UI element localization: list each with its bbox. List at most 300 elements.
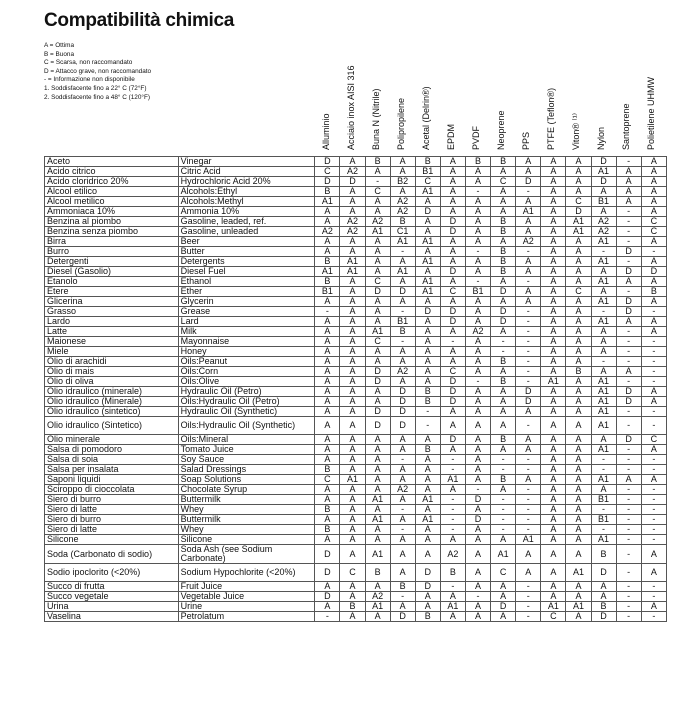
rating-cell: C bbox=[365, 277, 390, 287]
chemical-name-it: Siero di burro bbox=[45, 495, 179, 505]
rating-cell: A bbox=[415, 337, 440, 347]
rating-cell: A2 bbox=[591, 227, 616, 237]
rating-cell: B bbox=[491, 157, 516, 167]
rating-cell: A bbox=[641, 445, 666, 455]
rating-cell: B bbox=[491, 357, 516, 367]
rating-cell: A bbox=[591, 327, 616, 337]
rating-cell: B bbox=[491, 247, 516, 257]
rating-cell: A bbox=[340, 397, 365, 407]
table-row bbox=[45, 475, 667, 485]
rating-cell: A bbox=[641, 207, 666, 217]
rating-cell: A bbox=[365, 465, 390, 475]
rating-cell: A bbox=[566, 257, 591, 267]
chemical-name-it: Ammoniaca 10% bbox=[45, 207, 179, 217]
rating-cell: C bbox=[541, 612, 566, 622]
rating-cell: - bbox=[641, 582, 666, 592]
rating-cell: A bbox=[566, 307, 591, 317]
rating-cell: A bbox=[340, 417, 365, 435]
rating-cell: - bbox=[516, 592, 541, 602]
rating-cell: A bbox=[315, 297, 340, 307]
rating-cell: A bbox=[641, 475, 666, 485]
rating-cell: A bbox=[440, 257, 465, 267]
table-row bbox=[45, 317, 667, 327]
rating-cell: - bbox=[616, 495, 641, 505]
rating-cell: A bbox=[541, 217, 566, 227]
rating-cell: B bbox=[491, 475, 516, 485]
rating-cell: A bbox=[491, 207, 516, 217]
chemical-name-it: Benzina senza piombo bbox=[45, 227, 179, 237]
rating-cell: - bbox=[616, 545, 641, 564]
chemical-name-it: Birra bbox=[45, 237, 179, 247]
rating-cell: B bbox=[415, 397, 440, 407]
rating-cell: D bbox=[365, 417, 390, 435]
rating-cell: B bbox=[491, 257, 516, 267]
rating-cell: B1 bbox=[315, 287, 340, 297]
rating-cell: A bbox=[365, 197, 390, 207]
rating-cell: A bbox=[516, 217, 541, 227]
chemical-name-en: Glycerin bbox=[178, 297, 315, 307]
page-title: Compatibilità chimica bbox=[44, 10, 235, 31]
rating-cell: - bbox=[591, 465, 616, 475]
rating-cell: B bbox=[315, 465, 340, 475]
chemical-name-en: Hydraulic Oil (Synthetic) bbox=[178, 407, 315, 417]
chemical-name-en: Ammonia 10% bbox=[178, 207, 315, 217]
rating-cell: A bbox=[340, 237, 365, 247]
rating-cell: A bbox=[365, 455, 390, 465]
chemical-name-en: Lard bbox=[178, 317, 315, 327]
rating-cell: - bbox=[491, 495, 516, 505]
rating-cell: A bbox=[415, 505, 440, 515]
table-row bbox=[45, 207, 667, 217]
rating-cell: - bbox=[440, 525, 465, 535]
table-row bbox=[45, 307, 667, 317]
rating-cell: D bbox=[591, 177, 616, 187]
rating-cell: D bbox=[491, 287, 516, 297]
rating-cell: A bbox=[390, 347, 415, 357]
rating-cell: B bbox=[491, 227, 516, 237]
chemical-name-en: Vinegar bbox=[178, 157, 315, 167]
rating-cell: A bbox=[340, 387, 365, 397]
rating-cell: A bbox=[566, 465, 591, 475]
chemical-name-it: Diesel (Gasolio) bbox=[45, 267, 179, 277]
chemical-name-it: Succo vegetale bbox=[45, 592, 179, 602]
rating-cell: A1 bbox=[390, 237, 415, 247]
rating-cell: A bbox=[641, 397, 666, 407]
rating-cell: A bbox=[516, 157, 541, 167]
rating-cell: A bbox=[365, 207, 390, 217]
rating-cell: - bbox=[390, 337, 415, 347]
rating-cell: A bbox=[415, 455, 440, 465]
rating-cell: A bbox=[390, 167, 415, 177]
rating-cell: A bbox=[465, 455, 490, 465]
rating-cell: A bbox=[641, 237, 666, 247]
rating-cell: B bbox=[315, 505, 340, 515]
rating-cell: A bbox=[365, 297, 390, 307]
rating-cell: A bbox=[415, 545, 440, 564]
rating-cell: A1 bbox=[365, 602, 390, 612]
rating-cell: - bbox=[616, 417, 641, 435]
chemical-name-en: Whey bbox=[178, 505, 315, 515]
table-row bbox=[45, 337, 667, 347]
chemical-name-it: Acido citrico bbox=[45, 167, 179, 177]
rating-cell: A bbox=[440, 592, 465, 602]
rating-cell: A bbox=[415, 297, 440, 307]
rating-cell: A bbox=[465, 525, 490, 535]
rating-cell: A bbox=[566, 545, 591, 564]
rating-cell: - bbox=[440, 465, 465, 475]
rating-cell: A bbox=[516, 407, 541, 417]
rating-cell: A bbox=[641, 387, 666, 397]
rating-cell: - bbox=[616, 287, 641, 297]
rating-cell: A1 bbox=[340, 257, 365, 267]
rating-cell: D bbox=[440, 397, 465, 407]
rating-cell: - bbox=[641, 592, 666, 602]
rating-cell: A bbox=[440, 535, 465, 545]
rating-cell: A bbox=[516, 197, 541, 207]
rating-cell: D bbox=[365, 407, 390, 417]
rating-cell: A bbox=[541, 347, 566, 357]
rating-cell: A bbox=[591, 207, 616, 217]
chemical-name-it: Grasso bbox=[45, 307, 179, 317]
rating-cell: A1 bbox=[516, 207, 541, 217]
rating-cell: A bbox=[340, 407, 365, 417]
rating-cell: A bbox=[465, 564, 490, 582]
rating-cell: D bbox=[516, 177, 541, 187]
material-header: Polipropilene bbox=[395, 97, 406, 150]
rating-cell: D bbox=[390, 397, 415, 407]
rating-cell: A bbox=[365, 247, 390, 257]
rating-cell: A bbox=[541, 167, 566, 177]
rating-cell: A bbox=[566, 177, 591, 187]
rating-cell: A bbox=[440, 177, 465, 187]
rating-cell: A bbox=[440, 277, 465, 287]
rating-cell: A bbox=[541, 564, 566, 582]
rating-cell: A bbox=[390, 435, 415, 445]
chemical-name-en: Whey bbox=[178, 525, 315, 535]
material-header: Nylon bbox=[595, 126, 606, 150]
rating-cell: A2 bbox=[315, 227, 340, 237]
chemical-name-it: Detergenti bbox=[45, 257, 179, 267]
rating-cell: A bbox=[465, 612, 490, 622]
rating-cell: A bbox=[340, 582, 365, 592]
rating-cell: - bbox=[491, 347, 516, 357]
rating-cell: - bbox=[616, 227, 641, 237]
rating-cell: A bbox=[591, 435, 616, 445]
rating-cell: A bbox=[315, 445, 340, 455]
rating-cell: A bbox=[516, 297, 541, 307]
rating-cell: D bbox=[491, 602, 516, 612]
rating-cell: D bbox=[591, 157, 616, 167]
rating-cell: A bbox=[641, 327, 666, 337]
rating-cell: A bbox=[340, 337, 365, 347]
chemical-name-it: Salsa per insalata bbox=[45, 465, 179, 475]
table-row bbox=[45, 377, 667, 387]
chemical-name-en: Oils:Mineral bbox=[178, 435, 315, 445]
rating-cell: - bbox=[390, 247, 415, 257]
rating-cell: A bbox=[541, 267, 566, 277]
rating-cell: A bbox=[491, 582, 516, 592]
rating-cell: A bbox=[566, 337, 591, 347]
rating-cell: A bbox=[390, 545, 415, 564]
rating-cell: A bbox=[390, 277, 415, 287]
chemical-name-en: Oils:Peanut bbox=[178, 357, 315, 367]
rating-cell: A bbox=[566, 525, 591, 535]
rating-cell: - bbox=[616, 525, 641, 535]
chemical-name-it: Glicerina bbox=[45, 297, 179, 307]
rating-cell: B bbox=[591, 602, 616, 612]
chemical-name-it: Etanolo bbox=[45, 277, 179, 287]
chemical-name-it: Vaselina bbox=[45, 612, 179, 622]
rating-cell: B1 bbox=[591, 495, 616, 505]
chemical-name-it: Soda (Carbonato di sodio) bbox=[45, 545, 179, 564]
rating-cell: A2 bbox=[365, 217, 390, 227]
rating-cell: A bbox=[315, 407, 340, 417]
rating-cell: C bbox=[340, 564, 365, 582]
rating-cell: - bbox=[465, 187, 490, 197]
rating-cell: A1 bbox=[415, 495, 440, 505]
rating-cell: A bbox=[541, 317, 566, 327]
rating-cell: A bbox=[340, 545, 365, 564]
rating-cell: B1 bbox=[591, 515, 616, 525]
material-header: Polietilene UHMW bbox=[645, 76, 656, 150]
rating-cell: A bbox=[591, 337, 616, 347]
rating-cell: A bbox=[591, 347, 616, 357]
rating-cell: A bbox=[616, 187, 641, 197]
rating-cell: B1 bbox=[465, 287, 490, 297]
rating-cell: A bbox=[315, 485, 340, 495]
rating-cell: A bbox=[340, 535, 365, 545]
rating-cell: - bbox=[616, 327, 641, 337]
chemical-name-en: Buttermilk bbox=[178, 495, 315, 505]
rating-cell: A bbox=[541, 257, 566, 267]
rating-cell: C bbox=[491, 177, 516, 187]
table-row bbox=[45, 505, 667, 515]
table-row bbox=[45, 197, 667, 207]
rating-cell: A bbox=[440, 327, 465, 337]
rating-cell: B bbox=[390, 327, 415, 337]
table-row bbox=[45, 367, 667, 377]
compatibility-table bbox=[44, 156, 667, 622]
rating-cell: D bbox=[566, 207, 591, 217]
rating-cell: A bbox=[340, 515, 365, 525]
table-row bbox=[45, 582, 667, 592]
material-header: PTFE (Teflon®) bbox=[545, 87, 556, 150]
rating-cell: - bbox=[491, 465, 516, 475]
rating-cell: - bbox=[516, 277, 541, 287]
chemical-name-it: Saponi liquidi bbox=[45, 475, 179, 485]
rating-cell: A bbox=[340, 297, 365, 307]
rating-cell: A bbox=[541, 337, 566, 347]
rating-cell: B bbox=[315, 257, 340, 267]
rating-cell: A bbox=[440, 207, 465, 217]
rating-cell: A bbox=[365, 357, 390, 367]
rating-cell: - bbox=[616, 407, 641, 417]
rating-cell: A bbox=[541, 505, 566, 515]
rating-cell: A1 bbox=[415, 515, 440, 525]
rating-cell: A bbox=[315, 247, 340, 257]
rating-cell: A2 bbox=[390, 485, 415, 495]
rating-cell: A1 bbox=[591, 257, 616, 267]
rating-cell: - bbox=[641, 515, 666, 525]
rating-cell: A bbox=[541, 545, 566, 564]
rating-cell: B bbox=[440, 564, 465, 582]
rating-cell: A bbox=[566, 397, 591, 407]
rating-cell: A bbox=[465, 307, 490, 317]
rating-cell: D bbox=[440, 377, 465, 387]
rating-cell: A bbox=[415, 602, 440, 612]
rating-cell: A bbox=[566, 247, 591, 257]
rating-cell: A bbox=[365, 257, 390, 267]
rating-cell: - bbox=[415, 417, 440, 435]
rating-cell: D bbox=[390, 287, 415, 297]
rating-cell: A2 bbox=[340, 167, 365, 177]
chemical-name-it: Maionese bbox=[45, 337, 179, 347]
rating-cell: - bbox=[616, 207, 641, 217]
rating-cell: - bbox=[390, 455, 415, 465]
rating-cell: A1 bbox=[541, 602, 566, 612]
rating-cell: A2 bbox=[340, 227, 365, 237]
table-row bbox=[45, 417, 667, 435]
rating-cell: A bbox=[440, 612, 465, 622]
rating-cell: C bbox=[566, 287, 591, 297]
rating-cell: A bbox=[516, 445, 541, 455]
rating-cell: A2 bbox=[591, 217, 616, 227]
rating-cell: A bbox=[541, 445, 566, 455]
rating-cell: A bbox=[641, 197, 666, 207]
rating-cell: A bbox=[516, 257, 541, 267]
table-row bbox=[45, 602, 667, 612]
rating-cell: - bbox=[616, 515, 641, 525]
rating-cell: B bbox=[491, 435, 516, 445]
rating-cell: - bbox=[516, 505, 541, 515]
rating-cell: A bbox=[616, 475, 641, 485]
chemical-name-it: Olio di oliva bbox=[45, 377, 179, 387]
rating-cell: D bbox=[616, 435, 641, 445]
rating-cell: B bbox=[465, 157, 490, 167]
rating-cell: D bbox=[365, 287, 390, 297]
chemical-name-it: Salsa di pomodoro bbox=[45, 445, 179, 455]
rating-cell: A bbox=[315, 455, 340, 465]
rating-cell: - bbox=[641, 247, 666, 257]
rating-cell: - bbox=[516, 317, 541, 327]
rating-cell: - bbox=[516, 465, 541, 475]
chemical-name-it: Siero di latte bbox=[45, 525, 179, 535]
rating-cell: B bbox=[315, 187, 340, 197]
rating-cell: A bbox=[340, 317, 365, 327]
rating-cell: A bbox=[440, 357, 465, 367]
rating-cell: A1 bbox=[591, 475, 616, 485]
rating-cell: - bbox=[465, 377, 490, 387]
rating-cell: A bbox=[440, 187, 465, 197]
chemical-name-en: Detergents bbox=[178, 257, 315, 267]
rating-cell: A bbox=[340, 495, 365, 505]
rating-cell: A bbox=[440, 237, 465, 247]
rating-cell: - bbox=[616, 564, 641, 582]
rating-cell: A bbox=[541, 187, 566, 197]
rating-cell: D bbox=[415, 307, 440, 317]
rating-cell: A bbox=[315, 237, 340, 247]
rating-cell: - bbox=[491, 515, 516, 525]
rating-cell: A bbox=[491, 485, 516, 495]
rating-cell: D bbox=[616, 397, 641, 407]
rating-cell: A bbox=[415, 465, 440, 475]
rating-cell: - bbox=[465, 485, 490, 495]
chemical-name-it: Sodio ipoclorito (<20%) bbox=[45, 564, 179, 582]
rating-cell: A bbox=[541, 177, 566, 187]
rating-cell: A bbox=[541, 475, 566, 485]
rating-cell: A bbox=[541, 277, 566, 287]
rating-cell: B1 bbox=[390, 317, 415, 327]
table-row bbox=[45, 247, 667, 257]
rating-cell: A bbox=[340, 157, 365, 167]
table-row bbox=[45, 397, 667, 407]
rating-cell: B2 bbox=[390, 177, 415, 187]
rating-cell: D bbox=[616, 387, 641, 397]
rating-cell: C bbox=[315, 167, 340, 177]
rating-cell: A bbox=[491, 387, 516, 397]
rating-cell: A bbox=[340, 247, 365, 257]
rating-cell: B bbox=[641, 287, 666, 297]
rating-cell: A bbox=[566, 297, 591, 307]
rating-cell: A bbox=[491, 592, 516, 602]
table-row bbox=[45, 387, 667, 397]
rating-cell: A bbox=[491, 445, 516, 455]
rating-cell: C bbox=[315, 475, 340, 485]
rating-cell: - bbox=[641, 357, 666, 367]
rating-cell: - bbox=[491, 505, 516, 515]
rating-cell: A bbox=[616, 197, 641, 207]
rating-cell: A bbox=[365, 525, 390, 535]
chemical-name-it: Miele bbox=[45, 347, 179, 357]
rating-cell: - bbox=[591, 357, 616, 367]
rating-cell: C bbox=[641, 217, 666, 227]
rating-cell: A bbox=[541, 397, 566, 407]
rating-cell: A bbox=[541, 387, 566, 397]
rating-cell: - bbox=[641, 417, 666, 435]
rating-cell: - bbox=[616, 455, 641, 465]
rating-cell: A1 bbox=[516, 535, 541, 545]
rating-cell: A bbox=[440, 417, 465, 435]
rating-cell: D bbox=[315, 545, 340, 564]
rating-cell: B bbox=[365, 564, 390, 582]
rating-cell: A bbox=[315, 367, 340, 377]
material-header: Acetal (Delrin®) bbox=[420, 86, 431, 150]
rating-cell: A bbox=[440, 197, 465, 207]
rating-cell: A bbox=[491, 327, 516, 337]
rating-cell: A bbox=[566, 535, 591, 545]
chemical-name-en: Mayonnaise bbox=[178, 337, 315, 347]
rating-cell: - bbox=[641, 465, 666, 475]
chemical-name-it: Olio minerale bbox=[45, 435, 179, 445]
rating-cell: A bbox=[365, 505, 390, 515]
rating-cell: A bbox=[566, 515, 591, 525]
rating-cell: - bbox=[365, 177, 390, 187]
rating-cell: A1 bbox=[365, 515, 390, 525]
chemical-name-it: Aceto bbox=[45, 157, 179, 167]
rating-cell: - bbox=[491, 525, 516, 535]
rating-cell: A bbox=[566, 167, 591, 177]
material-header: Neoprene bbox=[495, 110, 506, 150]
rating-cell: A1 bbox=[365, 327, 390, 337]
rating-cell: C bbox=[491, 564, 516, 582]
rating-cell: A bbox=[541, 287, 566, 297]
rating-cell: A bbox=[465, 465, 490, 475]
rating-cell: A bbox=[566, 445, 591, 455]
rating-cell: D bbox=[365, 377, 390, 387]
legend-line: C = Scarsa, non raccomandato bbox=[44, 59, 133, 67]
chemical-name-it: Siero di latte bbox=[45, 505, 179, 515]
rating-cell: - bbox=[516, 582, 541, 592]
